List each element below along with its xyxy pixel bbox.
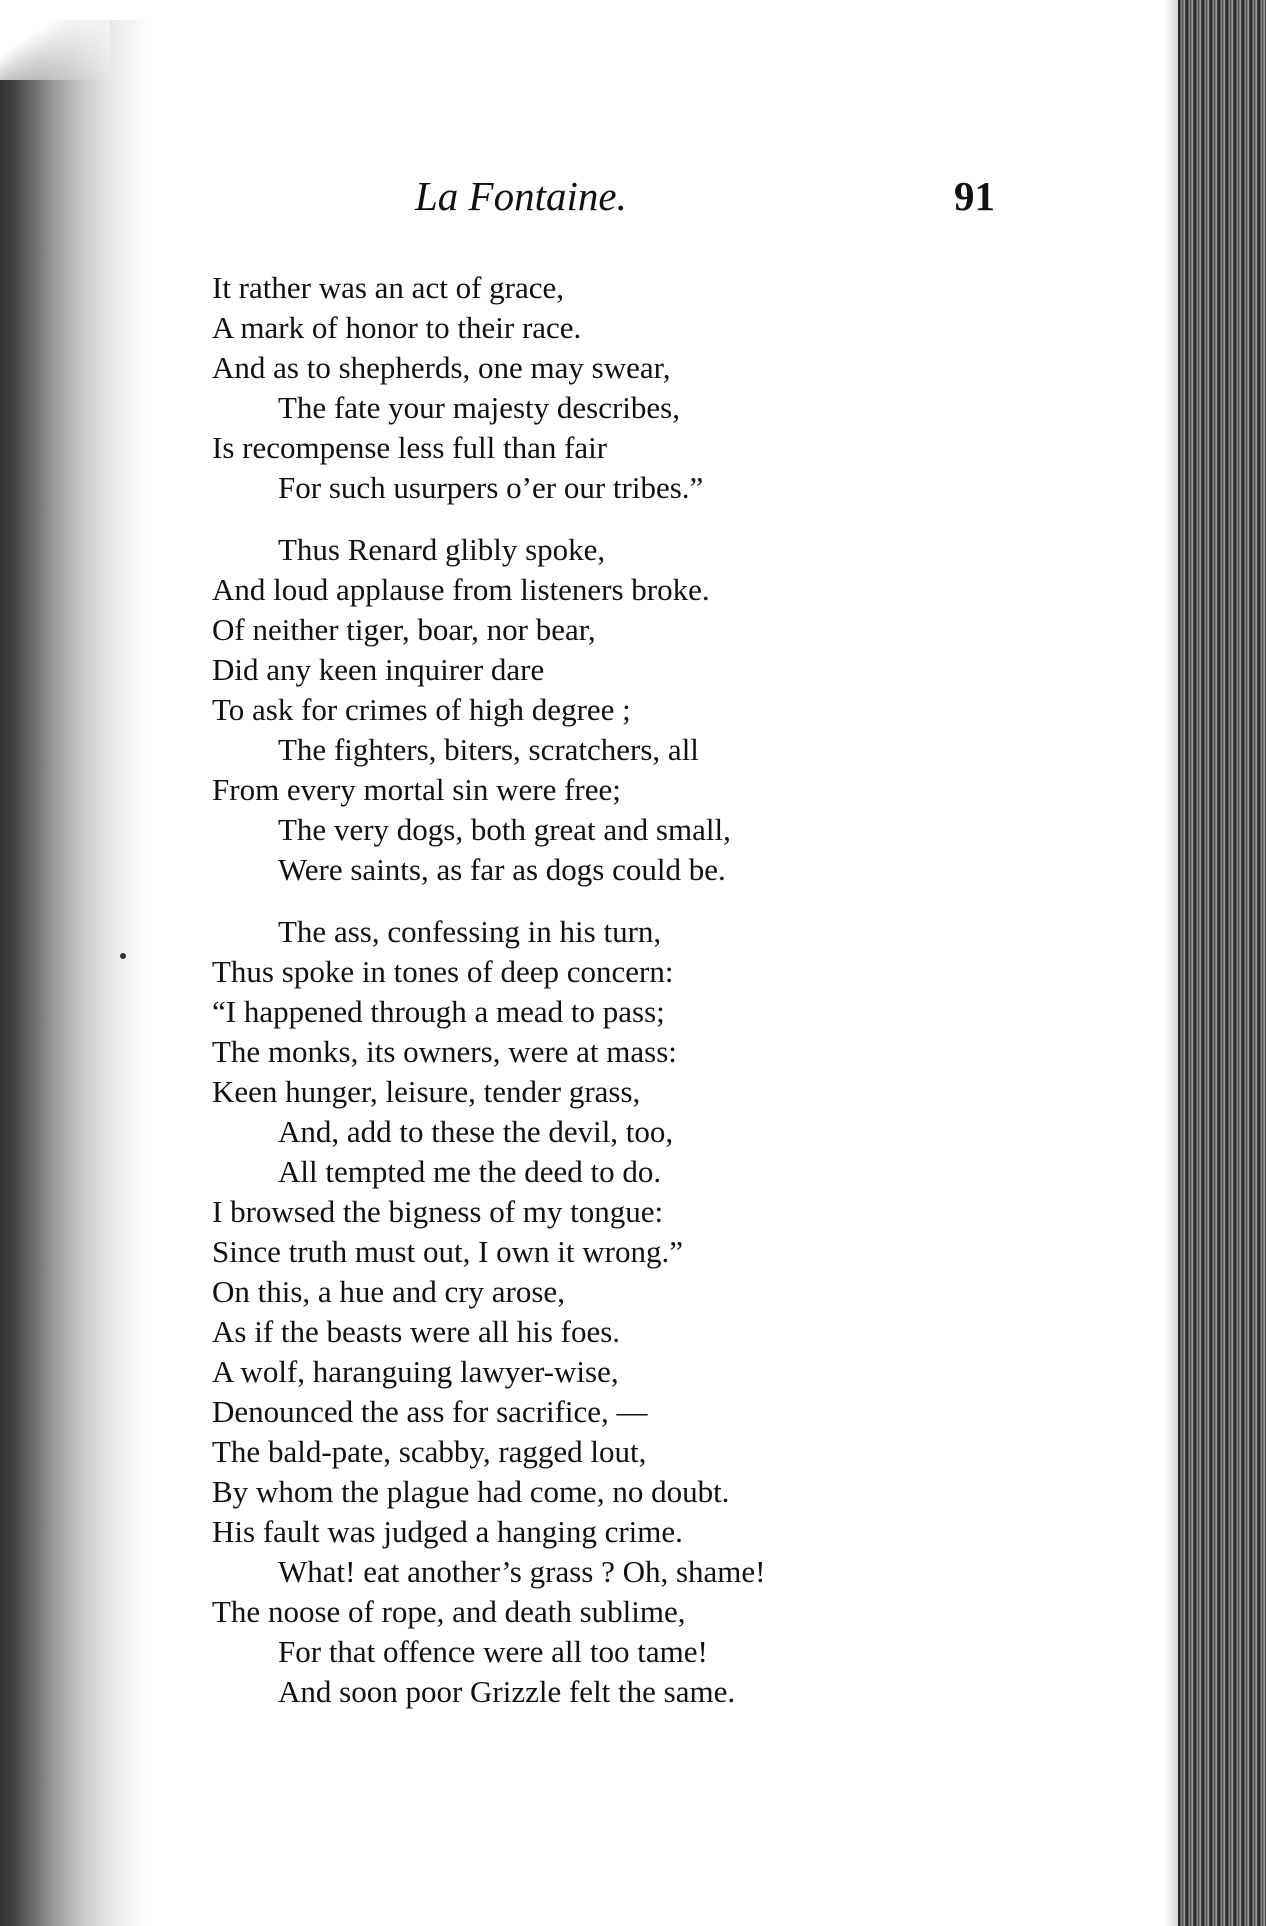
poem-line: Were saints, as far as dogs could be. [278, 852, 726, 887]
poem-line: The bald-pate, scabby, ragged lout, [212, 1434, 647, 1469]
stanza [212, 530, 932, 890]
poem-line: Denounced the ass for sacrifice, — [212, 1394, 648, 1429]
poem-line: What! eat another’s grass ? Oh, shame! [278, 1554, 766, 1589]
poem-line: On this, a hue and cry arose, [212, 1274, 565, 1309]
poem-line: For such usurpers o’er our tribes.” [278, 470, 704, 505]
poem-line: Keen hunger, leisure, tender grass, [212, 1074, 641, 1109]
poem-line: And, add to these the devil, too, [278, 1114, 674, 1149]
page-number: 91 [954, 173, 995, 219]
page-edges [1178, 0, 1266, 1926]
page-header [210, 172, 995, 232]
poem-line: Since truth must out, I own it wrong.” [212, 1234, 683, 1269]
page-edge-fade [1164, 0, 1178, 1926]
poem-line: And soon poor Grizzle felt the same. [278, 1674, 736, 1709]
poem-body [212, 268, 932, 1734]
poem-line: The noose of rope, and death sublime, [212, 1594, 686, 1629]
poem-line: It rather was an act of grace, [212, 270, 564, 305]
poem-line: A mark of honor to their race. [212, 310, 582, 345]
poem-line: Did any keen inquirer dare [212, 652, 545, 687]
poem-line: And loud applause from listeners broke. [212, 572, 710, 607]
poem-line: The monks, its owners, were at mass: [212, 1034, 677, 1069]
gutter-highlight [0, 0, 110, 80]
stanza [212, 912, 932, 1712]
poem-line: His fault was judged a hanging crime. [212, 1514, 683, 1549]
poem-line: Is recompense less full than fair [212, 430, 608, 465]
poem-line: Thus spoke in tones of deep concern: [212, 954, 674, 989]
poem-line: To ask for crimes of high degree ; [212, 692, 631, 727]
stray-ink-mark [120, 953, 126, 959]
poem-line: “I happened through a mead to pass; [212, 994, 665, 1029]
poem-line: The fighters, biters, scratchers, all [278, 732, 699, 767]
poem-line: All tempted me the deed to do. [278, 1154, 662, 1189]
stanza [212, 268, 932, 508]
poem-line: From every mortal sin were free; [212, 772, 621, 807]
running-head: La Fontaine. [415, 173, 627, 219]
poem-line: And as to shepherds, one may swear, [212, 350, 671, 385]
poem-line: The fate your majesty describes, [278, 390, 680, 425]
poem-line: For that offence were all too tame! [278, 1634, 708, 1669]
poem-line: As if the beasts were all his foes. [212, 1314, 621, 1349]
poem-line: I browsed the bigness of my tongue: [212, 1194, 664, 1229]
poem-line: By whom the plague had come, no doubt. [212, 1474, 730, 1509]
poem-line: Of neither tiger, boar, nor bear, [212, 612, 596, 647]
poem-line: A wolf, haranguing lawyer-wise, [212, 1354, 619, 1389]
poem-line: The ass, confessing in his turn, [278, 914, 662, 949]
binding-gutter-shadow [0, 20, 150, 1926]
poem-line: Thus Renard glibly spoke, [278, 532, 606, 567]
poem-line: The very dogs, both great and small, [278, 812, 731, 847]
